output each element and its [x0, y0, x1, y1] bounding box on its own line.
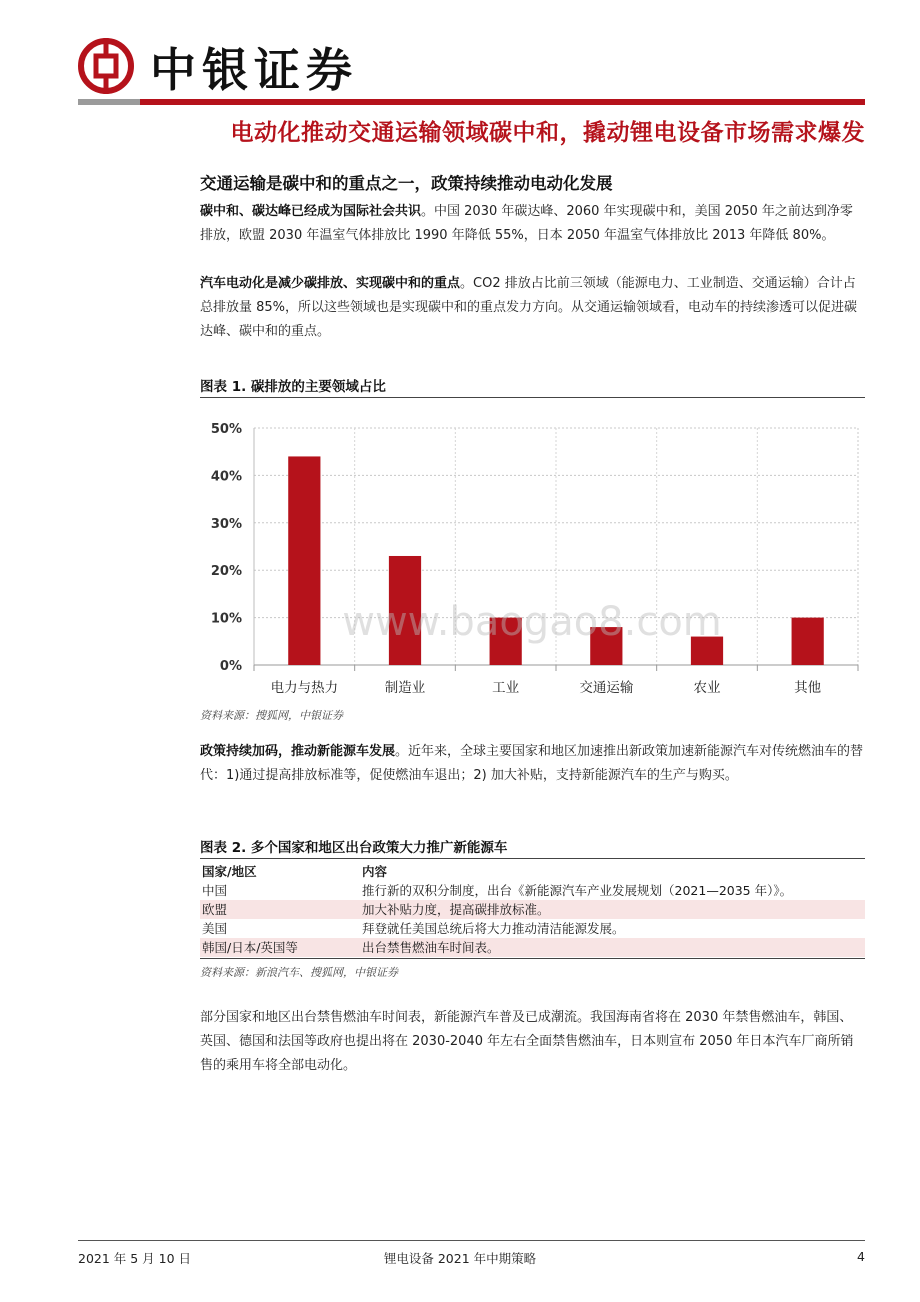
y-tick-label: 50%	[210, 422, 242, 437]
x-tick-label: 制造业	[384, 680, 426, 696]
brand-name: 中银证券	[150, 43, 358, 97]
x-tick-label: 工业	[492, 680, 520, 696]
paragraph-2-body: 。CO2 排放占比前三领域（能源电力、工业制造、交通运输）合计占总排放量 85%，所以这些领域也是实现碳中和的重点发力方向。从交通运输领域看，电动车的持续渗透可以促进碳达峰、碳中和的重点。	[200, 276, 858, 339]
figure-2-title: 图表 2. 多个国家和地区出台政策大力推广新能源车	[200, 840, 508, 856]
paragraph-4: 部分国家和地区出台禁售燃油车时间表，新能源汽车普及已成潮流。我国海南省将在 2030 年禁售燃油车，韩国、英国、德国和法国等政府也提出将在 2030-2040 年左右全面禁售燃油车，日本则宣布 2050 年日本汽车厂商所销售的乘用车将全部电动化。	[200, 1010, 854, 1073]
table-row	[200, 900, 865, 919]
watermark: www.baogao8.com	[342, 599, 722, 645]
paragraph-2	[200, 272, 865, 344]
page-number: 4	[857, 1249, 865, 1264]
table-cell-content: 出台禁售燃油车时间表。	[362, 940, 500, 955]
paragraph-3-body: 。近年来，全球主要国家和地区加速推出新政策加速新能源汽车对传统燃油车的替代：1)通过提高排放标准等，促使燃油车退出；2) 加大补贴，支持新能源汽车的生产与购买。	[200, 744, 864, 783]
table-cell-content: 推行新的双积分制度，出台《新能源汽车产业发展规划（2021—2035 年）》。	[362, 883, 793, 898]
paragraph-1	[200, 200, 865, 248]
table-cell-region: 欧盟	[202, 902, 228, 917]
y-tick-label: 20%	[210, 564, 242, 580]
figure-1-source: 资料来源：搜狐网，中银证券	[200, 709, 343, 722]
table-header-row	[200, 862, 865, 881]
x-tick-label: 电力与热力	[270, 680, 339, 696]
figure-2-rule-bottom	[200, 958, 865, 959]
footer-doc-title: 锂电设备 2021 年中期策略	[383, 1251, 537, 1266]
x-tick-label: 农业	[693, 680, 721, 696]
x-tick-label: 交通运输	[579, 680, 634, 696]
table-cell-content: 拜登就任美国总统后将大力推动清洁能源发展。	[362, 921, 625, 936]
y-tick-label: 10%	[210, 611, 242, 627]
table-cell-region: 美国	[202, 921, 228, 936]
page-title: 电动化推动交通运输领域碳中和，撬动锂电设备市场需求爆发	[230, 120, 865, 146]
policy-table	[200, 862, 865, 957]
paragraph-3	[200, 740, 865, 788]
table-cell-region: 中国	[202, 883, 228, 898]
paragraph-1-lead: 碳中和、碳达峰已经成为国际社会共识	[200, 204, 422, 219]
y-tick-label: 40%	[210, 469, 242, 485]
figure-2-source: 资料来源：新浪汽车、搜狐网，中银证券	[200, 966, 398, 979]
footer-rule	[78, 1240, 865, 1241]
x-tick-label: 其他	[794, 680, 822, 696]
table-cell-content: 加大补贴力度，提高碳排放标准。	[362, 902, 550, 917]
table-row	[200, 938, 865, 957]
bar-6	[792, 618, 824, 665]
figure-1-title: 图表 1. 碳排放的主要领域占比	[200, 379, 386, 395]
table-header-region: 国家/地区	[202, 864, 257, 879]
table-cell-region: 韩国/日本/英国等	[202, 940, 298, 955]
y-tick-label: 30%	[210, 516, 242, 532]
section-title: 交通运输是碳中和的重点之一，政策持续推动电动化发展	[200, 174, 613, 193]
table-row	[200, 881, 865, 900]
bar-1	[288, 456, 320, 665]
figure-2-rule-top	[200, 858, 865, 859]
boc-logo	[78, 38, 134, 94]
header-bar	[78, 99, 865, 105]
paragraph-3-lead: 政策持续加码，推动新能源车发展	[200, 744, 396, 759]
table-row	[200, 919, 865, 938]
paragraph-2-lead: 汽车电动化是减少碳排放、实现碳中和的重点	[200, 276, 461, 291]
footer-date: 2021 年 5 月 10 日	[78, 1251, 192, 1266]
emissions-bar-chart	[200, 398, 865, 703]
paragraph-1-body: 。中国 2030 年碳达峰、2060 年实现碳中和，美国 2050 年之前达到净零排放，欧盟 2030 年温室气体排放比 1990 年降低 55%，日本 2050 年温室气体排放比 2013 年降低 80%。	[200, 204, 853, 243]
table-header-content: 内容	[362, 864, 388, 879]
y-tick-label: 0%	[219, 659, 242, 674]
